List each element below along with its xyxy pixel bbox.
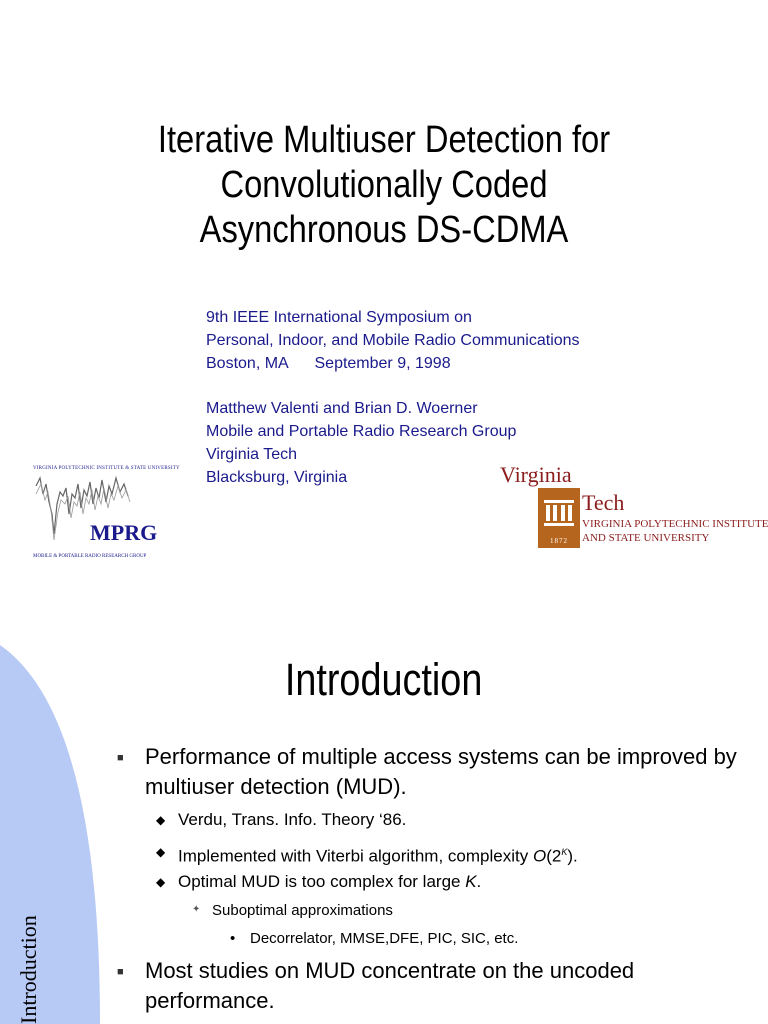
mprg-logo-bottom-text: MOBILE & PORTABLE RADIO RESEARCH GROUP [33, 554, 147, 559]
optimal-mud-period: . [476, 872, 482, 891]
subsub-bullet-suboptimal: ✦ Suboptimal approximations [212, 901, 393, 921]
vt-shield-icon [538, 488, 580, 548]
title-line: Iterative Multiuser Detection for [157, 119, 611, 161]
author-line: Blacksburg, Virginia [206, 469, 348, 486]
complexity-exponent: K [561, 847, 568, 857]
conference-line: Boston, MA September 9, 1998 [206, 355, 451, 372]
vt-logo-line1: VIRGINIA POLYTECHNIC INSTITUTE [582, 518, 768, 530]
conference-info [206, 306, 580, 375]
bullet-mud-performance: ■ Performance of multiple access systems can be improved by multiuser detection (MUD). [145, 742, 745, 802]
author-line: Virginia Tech [206, 446, 298, 463]
mprg-logo-name: MPRG [90, 520, 158, 545]
sub-bullet-verdu: ◆ Verdu, Trans. Info. Theory ‘86. [178, 809, 406, 831]
optimal-mud-text: Optimal MUD is too complex for large [178, 872, 466, 891]
mprg-logo [30, 464, 190, 564]
viterbi-text: Implemented with Viterbi algorithm, complexity [178, 846, 533, 866]
k-variable: K [465, 872, 477, 891]
bullet-uncoded-performance: ■ Most studies on MUD concentrate on the uncoded performance. [145, 956, 745, 1016]
title-line: Asynchronous DS-CDMA [199, 209, 569, 251]
slide-title [88, 118, 680, 253]
virginia-tech-logo [500, 462, 768, 554]
sub-bullet-viterbi [178, 841, 578, 868]
big-o: O [532, 846, 547, 866]
vt-logo-tech: Tech [582, 490, 625, 515]
vt-logo-line2: AND STATE UNIVERSITY [582, 532, 710, 544]
intro-title-text: Introduction [285, 654, 483, 705]
complexity-base: (2 [546, 846, 562, 866]
conference-line: 9th IEEE International Symposium on [206, 309, 472, 326]
vt-logo-year: 1872 [550, 537, 568, 545]
author-line: Matthew Valenti and Brian D. Woerner [206, 400, 478, 417]
vt-logo-virginia: Virginia [500, 462, 572, 487]
title-line: Convolutionally Coded [220, 164, 548, 206]
detail-bullet-detectors: • Decorrelator, MMSE,DFE, PIC, SIC, etc. [250, 929, 518, 949]
author-info [206, 397, 516, 489]
complexity-close: ). [567, 846, 578, 866]
conference-line: Personal, Indoor, and Mobile Radio Communications [206, 332, 580, 349]
author-line: Mobile and Portable Radio Research Group [206, 423, 517, 440]
mprg-logo-top-text: VIRGINIA POLYTECHNIC INSTITUTE & STATE UNIVERSITY [33, 466, 180, 471]
side-section-label: Introduction [16, 915, 41, 1024]
sub-bullet-optimal-mud [178, 871, 481, 893]
intro-title [0, 650, 768, 710]
